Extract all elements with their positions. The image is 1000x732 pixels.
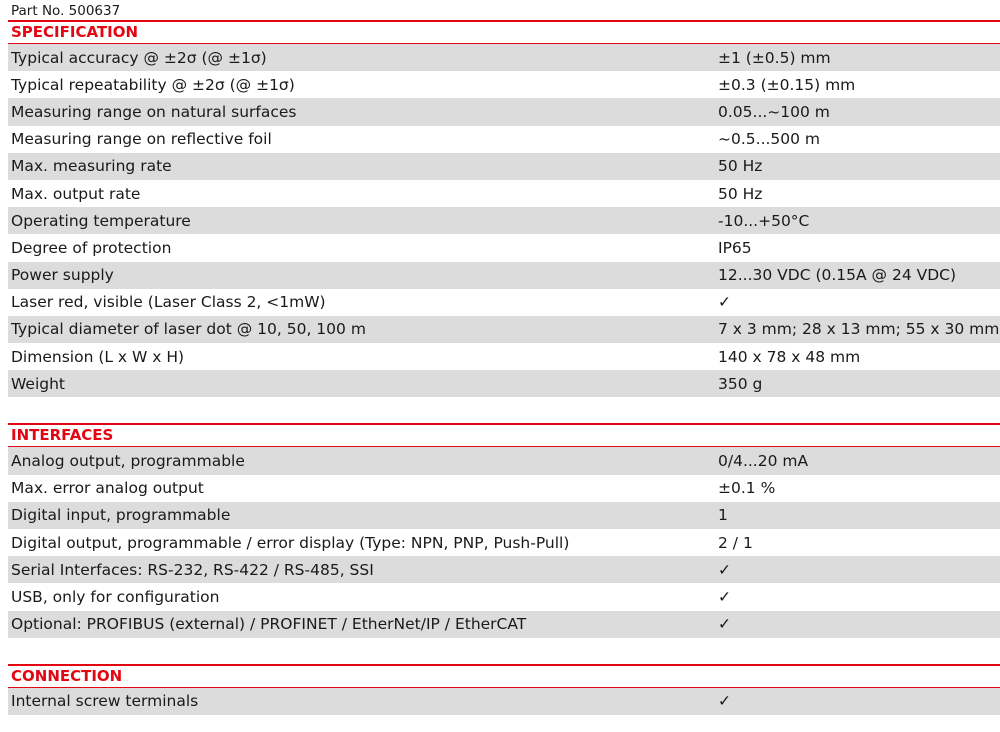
spec-value: 1 <box>718 506 728 525</box>
spec-label: Typical accuracy @ ±2σ (@ ±1σ) <box>11 48 267 67</box>
spec-value: 12...30 VDC (0.15A @ 24 VDC) <box>718 266 957 285</box>
spec-value: 50 Hz <box>718 157 763 176</box>
check-icon: ✓ <box>718 587 731 606</box>
spec-row <box>8 370 1000 397</box>
spec-row <box>8 688 1000 715</box>
spec-label: Laser red, visible (Laser Class 2, <1mW) <box>11 293 326 312</box>
spec-row <box>8 316 1000 343</box>
spec-row <box>8 556 1000 583</box>
spec-row <box>8 289 1000 316</box>
spec-row <box>8 611 1000 638</box>
spec-row <box>8 180 1000 207</box>
check-icon: ✓ <box>718 692 731 711</box>
section-title-connection: CONNECTION <box>8 664 1000 687</box>
spec-value: ±1 (±0.5) mm <box>718 48 831 67</box>
spec-sections <box>8 20 1000 715</box>
spec-label: USB, only for configuration <box>11 587 220 606</box>
part-number: Part No. 500637 <box>11 3 121 19</box>
spec-row <box>8 98 1000 125</box>
spec-value: IP65 <box>718 238 752 257</box>
spec-value: -10...+50°C <box>718 211 810 230</box>
datasheet <box>8 0 1000 715</box>
spec-label: Power supply <box>11 266 114 285</box>
spec-row <box>8 502 1000 529</box>
spec-value: 350 g <box>718 374 763 393</box>
spec-row <box>8 475 1000 502</box>
spec-label: Degree of protection <box>11 238 172 257</box>
spec-row <box>8 447 1000 474</box>
section-title-specification: SPECIFICATION <box>8 20 1000 43</box>
check-icon: ✓ <box>718 560 731 579</box>
spec-value: 140 x 78 x 48 mm <box>718 347 861 366</box>
spec-row <box>8 262 1000 289</box>
spec-label: Operating temperature <box>11 211 191 230</box>
spec-value: ~0.5...500 m <box>718 130 821 149</box>
spec-label: Max. output rate <box>11 184 141 203</box>
spec-row <box>8 71 1000 98</box>
spec-value: ±0.1 % <box>718 479 776 498</box>
spec-row <box>8 343 1000 370</box>
spec-label: Analog output, programmable <box>11 452 245 471</box>
spec-value: 0.05...~100 m <box>718 102 830 121</box>
spec-label: Internal screw terminals <box>11 692 199 711</box>
spec-label: Optional: PROFIBUS (external) / PROFINET / EtherNet/IP / EtherCAT <box>11 615 527 634</box>
spec-label: Max. measuring rate <box>11 157 172 176</box>
spec-label: Typical repeatability @ ±2σ (@ ±1σ) <box>11 75 295 94</box>
check-icon: ✓ <box>718 293 731 312</box>
spec-value: 2 / 1 <box>718 533 753 552</box>
spec-label: Measuring range on natural surfaces <box>11 102 297 121</box>
spec-label: Dimension (L x W x H) <box>11 347 185 366</box>
spec-row <box>8 234 1000 261</box>
spec-row <box>8 126 1000 153</box>
spec-row <box>8 207 1000 234</box>
spec-label: Typical diameter of laser dot @ 10, 50, 100 m <box>11 320 366 339</box>
spec-label: Serial Interfaces: RS-232, RS-422 / RS-485, SSI <box>11 560 374 579</box>
spec-value: 50 Hz <box>718 184 763 203</box>
spec-label: Max. error analog output <box>11 479 204 498</box>
spec-row <box>8 44 1000 71</box>
spec-label: Digital input, programmable <box>11 506 231 525</box>
spec-row <box>8 583 1000 610</box>
spec-label: Measuring range on reflective foil <box>11 130 272 149</box>
section-title-interfaces: INTERFACES <box>8 423 1000 446</box>
spec-row <box>8 529 1000 556</box>
spec-label: Digital output, programmable / error display (Type: NPN, PNP, Push-Pull) <box>11 533 570 552</box>
check-icon: ✓ <box>718 615 731 634</box>
spec-value: ±0.3 (±0.15) mm <box>718 75 856 94</box>
spec-label: Weight <box>11 374 66 393</box>
spec-row <box>8 153 1000 180</box>
spec-value: 0/4...20 mA <box>718 452 809 471</box>
spec-value: 7 x 3 mm; 28 x 13 mm; 55 x 30 mm <box>718 320 1000 339</box>
